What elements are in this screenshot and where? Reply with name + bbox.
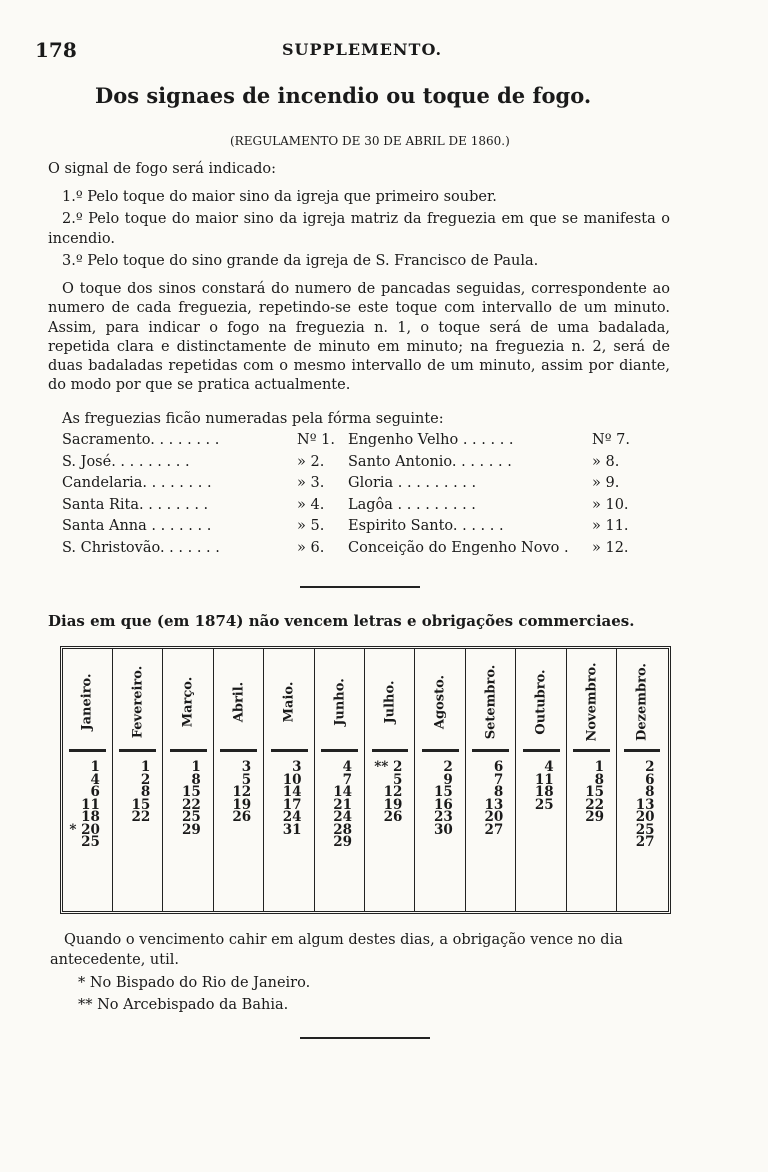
day-number: 8 (645, 784, 655, 800)
month-column (517, 649, 567, 911)
divider (372, 749, 409, 752)
footnote-2: ** No Arcebispado da Bahia. (78, 997, 289, 1013)
month-name: Outubro. (533, 669, 549, 735)
month-name: Dezembro. (634, 663, 650, 741)
parish-right: Santo Antonio. . . . . . . (348, 453, 512, 470)
day-number: 8 (191, 771, 201, 788)
day-number: 21 (333, 796, 352, 813)
day-number: 25 (635, 821, 655, 838)
day-number: 4 (342, 759, 352, 775)
month-name: Agosto. (432, 674, 448, 730)
month-name: Novembro. (584, 662, 600, 742)
day-number: 19 (383, 796, 403, 813)
day-number: 14 (333, 784, 352, 800)
parish-row (62, 540, 662, 561)
day-number: 10 (282, 771, 302, 788)
day-number: 25 (534, 796, 554, 813)
footnote-main: Quando o vencimento cahir em algum destes dias, a obrigação vence no dia antecedente, util. (50, 932, 623, 968)
day-number: 15 (181, 784, 201, 800)
running-head: SUPPLEMENTO. (282, 40, 443, 59)
table-title: Dias em que (em 1874) não vencem letras e obrigações commerciaes. (48, 612, 635, 630)
parish-right: Engenho Velho . . . . . . (348, 432, 514, 448)
divider (300, 586, 420, 588)
parish-rnum: » 12. (592, 539, 629, 556)
day-number: 16 (434, 796, 453, 813)
day-number: 7 (342, 771, 352, 788)
paragraph: O toque dos sinos constará do numero de pancadas seguidas, correspondente ao numero de cada freguezia, repetindo-se este toque com intervallo de um minuto. Assim, para indicar o fogo na freguezia n. 1, o toque será de uma badalada, repetida clara e distinctamente de minuto em minuto; na freguezia n. 2, será de duas badaladas repetidas com o mesmo intervallo de um minuto, assim por diante, do modo por que se pratica actualmente. (48, 281, 670, 394)
day-number: 18 (534, 784, 554, 800)
parish-lnum: Nº 1. (297, 432, 335, 448)
day-number: 1 (191, 759, 201, 775)
day-number: 5 (241, 771, 252, 788)
day-number: 30 (434, 821, 453, 838)
day-number: 22 (131, 809, 151, 825)
day-number: 13 (635, 796, 655, 813)
day-number: 17 (282, 796, 302, 813)
day-number: 19 (232, 796, 252, 813)
month-name: Junho. (332, 678, 348, 726)
month-column (366, 649, 416, 911)
parish-left: Santa Anna . . . . . . . (62, 518, 212, 534)
footnote-1: * No Bispado do Rio de Janeiro. (78, 975, 311, 991)
divider (69, 749, 106, 752)
day-number: 20 (635, 809, 655, 825)
divider (472, 749, 509, 752)
month-column (63, 649, 113, 911)
day-number: 12 (232, 784, 252, 800)
day-number: 11 (534, 771, 554, 788)
day-number: 13 (484, 796, 504, 813)
month-name: Janeiro. (79, 673, 95, 731)
day-number: 25 (181, 809, 201, 825)
day-number: 24 (282, 809, 302, 825)
day-number: 18 (81, 809, 100, 825)
day-number: 4 (544, 759, 554, 775)
section-title: Dos signaes de incendio ou toque de fogo. (95, 83, 592, 108)
month-name: Março. (180, 676, 196, 728)
day-number: 2 (443, 759, 453, 775)
holiday-table (60, 646, 671, 914)
day-number: 20 (484, 809, 504, 825)
day-number: 22 (585, 796, 605, 813)
day-number: 27 (484, 821, 504, 838)
day-number: 27 (635, 834, 655, 850)
day-number: 6 (645, 771, 655, 788)
month-column (416, 649, 466, 911)
month-name: Setembro. (483, 664, 499, 740)
day-number: 6 (493, 759, 504, 775)
divider (170, 749, 207, 752)
parish-row (62, 497, 662, 518)
day-number: 1 (140, 759, 151, 775)
month-column (113, 649, 163, 911)
day-number: 29 (585, 809, 605, 825)
parish-left: S. Christovão. . . . . . . (62, 539, 220, 556)
parish-left: Santa Rita. . . . . . . . (62, 496, 209, 513)
parish-lnum: » 6. (297, 539, 325, 556)
month-name: Abril. (231, 681, 247, 723)
parish-right: Espirito Santo. . . . . . (348, 518, 504, 534)
parish-left: Candelaria. . . . . . . . (62, 475, 212, 491)
day-number: 6 (90, 784, 100, 800)
parish-left: Sacramento. . . . . . . . (62, 432, 220, 448)
day-number: 7 (493, 771, 504, 788)
day-number: 23 (434, 809, 453, 825)
month-column (214, 649, 264, 911)
parish-right: Lagôa . . . . . . . . . (348, 496, 476, 513)
day-number: 9 (443, 771, 453, 788)
parish-row (62, 475, 662, 496)
day-number: 5 (393, 771, 403, 788)
day-number: 8 (594, 771, 605, 788)
day-number: 29 (181, 821, 201, 838)
month-column (466, 649, 516, 911)
parish-rnum: » 10. (592, 496, 629, 513)
parish-rnum: » 11. (592, 518, 629, 534)
parish-right: Conceição do Engenho Novo . (348, 539, 569, 556)
day-number: 28 (333, 821, 352, 838)
day-number: 15 (434, 784, 453, 800)
day-number: 29 (333, 834, 352, 850)
divider (220, 749, 257, 752)
day-number: 22 (181, 796, 201, 813)
divider (300, 1037, 430, 1039)
divider (119, 749, 156, 752)
day-number: 1 (594, 759, 605, 775)
day-number: 26 (232, 809, 252, 825)
divider (624, 749, 661, 752)
parish-lnum: » 2. (297, 453, 325, 470)
day-number: 8 (140, 784, 151, 800)
parish-lnum: » 4. (297, 496, 325, 513)
parish-lnum: » 3. (297, 475, 325, 491)
intro-text: O signal de fogo será indicado: (48, 161, 277, 177)
day-number: 25 (81, 834, 100, 850)
parish-lnum: » 5. (297, 518, 325, 534)
parish-right: Gloria . . . . . . . . . (348, 475, 477, 491)
parish-rnum: » 8. (592, 453, 620, 470)
day-number: ** 2 (374, 759, 403, 775)
day-number: 4 (90, 771, 100, 788)
month-column (567, 649, 617, 911)
day-number: 15 (131, 796, 151, 813)
item-2: 2.º Pelo toque do maior sino da igreja matriz da freguezia em que se manifesta o incendio. (48, 211, 670, 247)
divider (271, 749, 308, 752)
month-column (265, 649, 315, 911)
parish-left: S. José. . . . . . . . . (62, 453, 190, 470)
divider (422, 749, 459, 752)
parish-row (62, 518, 662, 539)
parish-row (62, 432, 662, 453)
item-3: 3.º Pelo toque do sino grande da igreja de S. Francisco de Paula. (62, 253, 539, 269)
month-column (618, 649, 667, 911)
day-number: 2 (140, 771, 151, 788)
divider (573, 749, 610, 752)
day-number: 1 (90, 759, 100, 775)
day-number: 26 (383, 809, 403, 825)
divider (523, 749, 560, 752)
day-number: 3 (241, 759, 252, 775)
month-name: Julho. (382, 680, 398, 724)
day-number: 24 (333, 809, 352, 825)
day-number: 31 (282, 821, 302, 838)
subtitle: (REGULAMENTO DE 30 DE ABRIL DE 1860.) (230, 134, 510, 148)
divider (321, 749, 358, 752)
day-number: 11 (81, 796, 100, 813)
parish-row (62, 454, 662, 475)
day-number: 2 (645, 759, 655, 775)
month-name: Fevereiro. (130, 665, 146, 739)
item-1: 1.º Pelo toque do maior sino da igreja que primeiro souber. (62, 189, 497, 205)
month-column (164, 649, 214, 911)
day-number: * 20 (69, 821, 100, 838)
parish-rnum: » 9. (592, 475, 620, 491)
day-number: 3 (292, 759, 302, 775)
day-number: 12 (383, 784, 403, 800)
page-number: 178 (35, 38, 77, 62)
list-intro: As freguezias ficão numeradas pela fórma seguinte: (62, 411, 444, 427)
day-number: 14 (282, 784, 302, 800)
day-number: 15 (585, 784, 605, 800)
month-name: Maio. (281, 681, 297, 723)
month-column (315, 649, 365, 911)
parish-rnum: Nº 7. (592, 432, 630, 448)
day-number: 8 (493, 784, 504, 800)
